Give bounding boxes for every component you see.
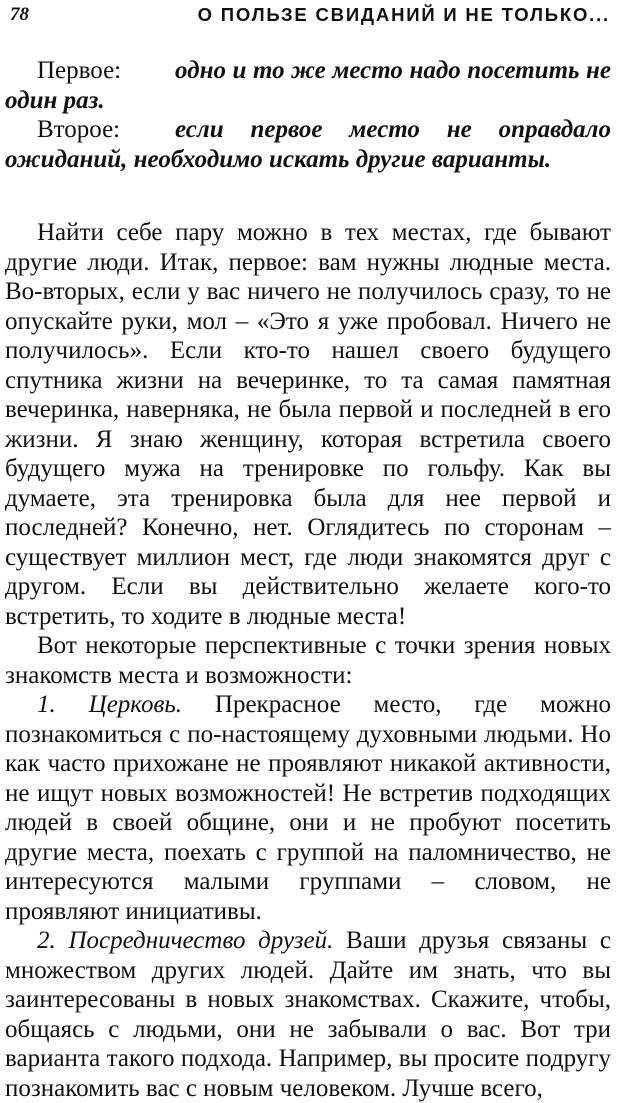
- rule-text: если первое место не оправдало ожиданий, необходимо искать другие варианты.: [5, 116, 611, 173]
- body-paragraph: Вот некоторые перспективные с точки зрения новых знакомств места и возможности:: [5, 632, 611, 689]
- rule-label: Первое:: [37, 57, 122, 84]
- rule-second: [5, 115, 611, 174]
- page-content: [5, 56, 611, 1103]
- rule-label: Второе:: [37, 116, 121, 143]
- page-number: 78: [10, 4, 29, 25]
- rule-first: [5, 56, 611, 115]
- item-title: 1. Церковь.: [37, 691, 183, 718]
- list-item-friends: [5, 926, 611, 1103]
- body-paragraph: Найти себе пару можно в тех местах, где бывают другие люди. Итак, первое: вам нужны людные места. Во-вторых, если у вас ничего не получилось сразу, то не опускайте руки, мол – «Это я уже пробовал. Ничего не получилось». Если кто-то нашел своего будущего спутника жизни на вечеринке, то та самая памятная вечеринка, наверняка, не была первой и последней в его жизни. Я знаю женщину, которая встретила своего будущего мужа на тренировке по гольфу. Как вы думаете, эта тренировка была для нее первой и последней? Конечно, нет. Оглядитесь по сторонам – существует миллион мест, где люди знакомятся друг с другом. Если вы действительно желаете кого-то встретить, то ходите в людные места!: [5, 219, 611, 630]
- section-gap: [5, 174, 611, 218]
- item-title: 2. Посредничество друзей.: [37, 927, 334, 954]
- item-text: Ваши друзья связаны с множеством других людей. Дайте им знать, что вы заинтересованы в новых знакомствах. Скажите, чтобы, общаясь с людьми, они не забывали о вас. Вот три варианта такого подхода. Например, вы просите подругу познакомить вас с новым человеком. Лучше всего,: [5, 927, 611, 1102]
- rule-text: одно и то же место надо посетить не один раз.: [5, 57, 611, 114]
- running-title: О ПОЛЬЗЕ СВИДАНИЙ И НЕ ТОЛЬКО...: [197, 4, 610, 25]
- page-header: [0, 0, 620, 40]
- item-text: Прекрасное место, где можно познакомиться с по-настоящему духовными людьми. Но как часто прихожане не проявляют никакой активности, не ищут новых возможностей! Не встретив подходящих людей в своей общине, они и не пробуют посетить другие места, поехать с группой на паломничество, не интересуются малыми группами – словом, не проявляют инициативы.: [5, 691, 611, 925]
- list-item-church: [5, 690, 611, 926]
